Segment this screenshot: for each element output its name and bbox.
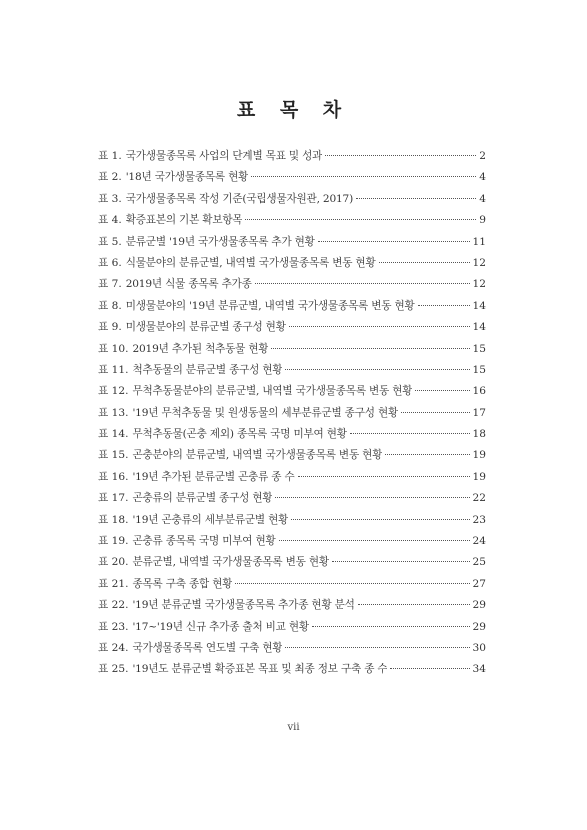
dot-leader <box>385 453 469 455</box>
toc-entry-page: 19 <box>472 470 486 483</box>
toc-entry-page: 4 <box>479 192 486 205</box>
toc-entry-page: 24 <box>472 535 486 548</box>
toc-entry-page: 23 <box>472 513 486 526</box>
toc-entry-title: 종목록 구축 종합 현황 <box>132 577 233 590</box>
toc-entry-number: 표 7. <box>98 278 122 291</box>
dot-leader <box>390 667 469 669</box>
dot-leader <box>418 304 470 306</box>
dot-leader <box>312 625 470 627</box>
toc-entry[interactable] <box>98 212 486 233</box>
toc-entry-number: 표 21. <box>98 577 129 590</box>
toc-entry[interactable] <box>98 319 486 340</box>
toc-entry-title: '19년도 분류군별 확증표본 목표 및 최종 정보 구축 종 수 <box>132 663 388 676</box>
toc-entry-number: 표 15. <box>98 449 129 462</box>
toc-entry-title: 2019년 추가된 척추동물 현황 <box>132 342 269 355</box>
toc-entry[interactable] <box>98 426 486 447</box>
toc-entry-page: 19 <box>472 449 486 462</box>
page-number: vii <box>287 722 300 733</box>
toc-entry-page: 27 <box>472 577 486 590</box>
toc-entry-number: 표 4. <box>98 214 122 227</box>
dot-leader <box>285 646 469 648</box>
toc-entry-page: 11 <box>472 235 486 248</box>
toc-entry-title: 미생물분야의 분류군별 종구성 현황 <box>125 321 286 334</box>
toc-entry-title: 곤충류 종목록 국명 미부여 현황 <box>132 535 276 548</box>
toc-entry-page: 12 <box>472 256 486 269</box>
toc-entry-title: 2019년 식물 종목록 추가종 <box>125 278 252 291</box>
toc-entry-number: 표 1. <box>98 150 122 162</box>
toc-entry[interactable] <box>98 383 486 404</box>
toc-entry-title: 분류군별 '19년 국가생물종목록 추가 현황 <box>125 235 315 248</box>
toc-entry-number: 표 3. <box>98 192 122 205</box>
toc-entry-number: 표 22. <box>98 599 129 612</box>
toc-entry-title: 곤충분야의 분류군별, 내역별 국가생물종목록 변동 현황 <box>132 449 383 462</box>
toc-entry[interactable] <box>98 619 486 640</box>
toc-entry[interactable] <box>98 276 486 297</box>
dot-leader <box>332 560 470 562</box>
toc-entry-title: 국가생물종목록 사업의 단계별 목표 및 성과 <box>125 150 323 162</box>
toc-entry-page: 22 <box>472 492 486 505</box>
toc-entry-page: 12 <box>472 278 486 291</box>
toc-entry-title: 미생물분야의 '19년 분류군별, 내역별 국가생물종목록 변동 현황 <box>125 299 415 312</box>
toc-entry-page: 16 <box>472 385 486 398</box>
toc-entry-title: 무척추동물(곤충 제외) 종목록 국명 미부여 현황 <box>132 428 347 441</box>
toc-entry-number: 표 6. <box>98 256 122 269</box>
toc-entry[interactable] <box>98 362 486 383</box>
dot-leader <box>279 539 470 541</box>
toc-entry[interactable] <box>98 512 486 533</box>
dot-leader <box>245 218 476 220</box>
toc-entry-title: 척추동물의 분류군별 종구성 현황 <box>132 363 283 376</box>
dot-leader <box>275 496 469 498</box>
toc-entry-title: '19년 추가된 분류군별 곤충류 종 수 <box>132 470 295 483</box>
dot-leader <box>271 347 469 349</box>
toc-entry-number: 표 13. <box>98 406 129 419</box>
toc-entry-number: 표 24. <box>98 641 129 654</box>
toc-entry[interactable] <box>98 640 486 661</box>
toc-entry-number: 표 11. <box>98 363 129 376</box>
toc-entry-page: 29 <box>472 599 486 612</box>
toc-entry-page: 30 <box>472 641 486 654</box>
toc-entry-title: '19년 분류군별 국가생물종목록 추가종 현황 분석 <box>132 599 355 612</box>
toc-entry[interactable] <box>98 298 486 319</box>
toc-entry-title: 곤충류의 분류군별 종구성 현황 <box>132 492 273 505</box>
toc-entry[interactable] <box>98 576 486 597</box>
toc-entry[interactable] <box>98 469 486 490</box>
toc-entry[interactable] <box>98 661 486 682</box>
dot-leader <box>401 411 469 413</box>
toc-entry-number: 표 18. <box>98 513 129 526</box>
toc-entry[interactable] <box>98 447 486 468</box>
dot-leader <box>235 582 469 584</box>
toc-entry-page: 29 <box>472 620 486 633</box>
toc-entry-page: 9 <box>479 214 486 227</box>
toc-entry[interactable] <box>98 148 486 169</box>
toc-entry-number: 표 10. <box>98 342 129 355</box>
toc-entry-title: '19년 곤충류의 세부분류군별 현황 <box>132 513 289 526</box>
dot-leader <box>350 432 470 434</box>
toc-entry-title: 무척추동물분야의 분류군별, 내역별 국가생물종목록 변동 현황 <box>132 385 413 398</box>
toc-entry-title: '17~'19년 신규 추가종 출처 비교 현황 <box>132 620 309 633</box>
toc-entry-number: 표 9. <box>98 321 122 334</box>
dot-leader <box>379 261 470 263</box>
toc-entry-page: 15 <box>472 342 486 355</box>
toc-entry[interactable] <box>98 234 486 255</box>
toc-entry-title: 확증표본의 기본 확보항목 <box>125 214 243 227</box>
toc-entry-page: 25 <box>472 556 486 569</box>
dot-leader <box>415 389 469 391</box>
toc-entry-number: 표 23. <box>98 620 129 633</box>
toc-entry[interactable] <box>98 341 486 362</box>
toc-entry-page: 14 <box>472 299 486 312</box>
toc-entry-number: 표 2. <box>98 171 122 184</box>
toc-entry[interactable] <box>98 191 486 212</box>
dot-leader <box>325 154 476 156</box>
toc-entry[interactable] <box>98 490 486 511</box>
toc-entry[interactable] <box>98 533 486 554</box>
toc-entry-title: 분류군별, 내역별 국가생물종목록 변동 현황 <box>132 556 329 569</box>
toc-entry-title: 국가생물종목록 작성 기준(국립생물자원관, 2017) <box>125 192 354 205</box>
dot-leader <box>285 368 469 370</box>
toc-entry-number: 표 19. <box>98 535 129 548</box>
dot-leader <box>356 197 476 199</box>
toc-entry-number: 표 12. <box>98 385 129 398</box>
dot-leader <box>358 603 470 605</box>
toc-entry[interactable] <box>98 554 486 575</box>
dot-leader <box>298 475 470 477</box>
toc-entry-title: '18년 국가생물종목록 현황 <box>125 171 249 184</box>
toc-entry-page: 18 <box>472 428 486 441</box>
toc-entry[interactable] <box>98 405 486 426</box>
dot-leader <box>255 282 470 284</box>
toc-entry-number: 표 14. <box>98 428 129 441</box>
toc-entry-number: 표 25. <box>98 663 129 676</box>
toc-entry-number: 표 8. <box>98 299 122 312</box>
toc-entry-page: 4 <box>479 171 486 184</box>
toc-entry-page: 15 <box>472 363 486 376</box>
dot-leader <box>289 325 470 327</box>
table-of-contents <box>98 148 486 683</box>
dot-leader <box>318 240 470 242</box>
toc-entry-title: 식물분야의 분류군별, 내역별 국가생물종목록 변동 현황 <box>125 256 376 269</box>
dot-leader <box>291 518 469 520</box>
toc-entry-number: 표 16. <box>98 470 129 483</box>
toc-entry-title: 국가생물종목록 연도별 구축 현황 <box>132 641 283 654</box>
toc-entry-page: 17 <box>472 406 486 419</box>
toc-entry[interactable] <box>98 597 486 618</box>
toc-entry-page: 34 <box>472 663 486 676</box>
toc-entry-number: 표 20. <box>98 556 129 569</box>
toc-entry-number: 표 17. <box>98 492 129 505</box>
toc-entry[interactable] <box>98 169 486 190</box>
page-title: 표 목 차 <box>236 99 351 121</box>
dot-leader <box>251 175 476 177</box>
toc-entry[interactable] <box>98 255 486 276</box>
toc-entry-number: 표 5. <box>98 235 122 248</box>
toc-entry-title: '19년 무척추동물 및 원생동물의 세부분류군별 종구성 현황 <box>132 406 399 419</box>
toc-entry-page: 2 <box>479 150 486 162</box>
toc-entry-page: 14 <box>472 321 486 334</box>
